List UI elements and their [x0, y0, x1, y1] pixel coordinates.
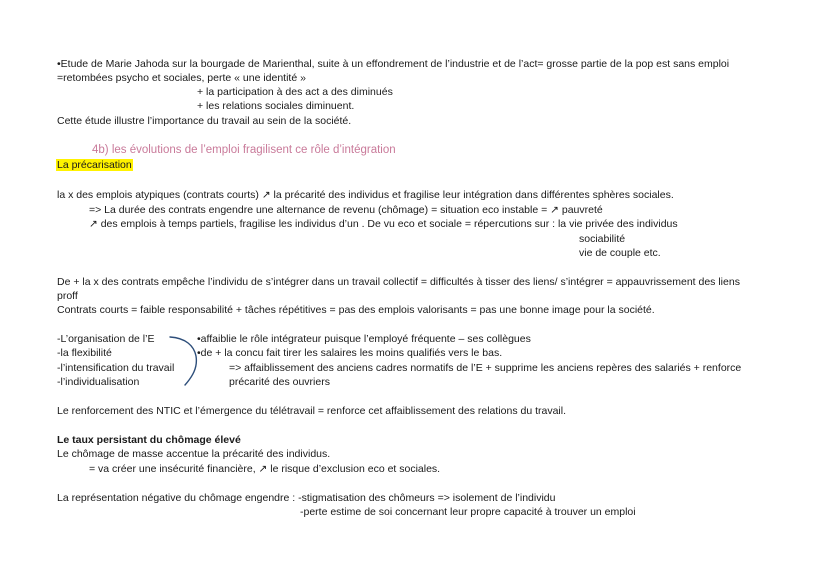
org-item-2: -la flexibilité — [57, 347, 112, 359]
chomage-line-1: Le chômage de masse accentue la précarité des individus. — [57, 448, 331, 460]
contrats-line-2: proff — [57, 290, 78, 302]
org-effect-1: •affaiblie le rôle intégrateur puisque l’employé fréquente – ses collègues — [197, 333, 531, 345]
jahoda-conclusion: Cette étude illustre l’importance du travail au sein de la société. — [57, 115, 352, 127]
precarite-line-5: vie de couple etc. — [579, 247, 661, 259]
ntic-line: Le renforcement des NTIC et l’émergence du télétravail = renforce cet affaiblissement des relations du travail. — [57, 405, 567, 417]
org-item-1: -L’organisation de l’E — [57, 333, 155, 345]
precarite-line-1: la x des emplois atypiques (contrats courts) ↗ la précarité des individus et fragilise leur intégration dans différentes sphères sociales. — [57, 189, 674, 201]
chomage-heading: Le taux persistant du chômage élevé — [57, 434, 241, 446]
jahoda-line-1: •Etude de Marie Jahoda sur la bourgade de Marienthal, suite à un effondrement de l’industrie et de l’act= grosse partie de la pop est sans emploi — [57, 58, 730, 70]
contrats-line-3: Contrats courts = faible responsabilité + tâches répétitives = pas des emplois valorisants = pas une bonne image pour la société. — [57, 304, 655, 316]
highlight-text: La précarisation — [57, 159, 132, 171]
org-effect-3: => affaiblissement des anciens cadres normatifs de l’E + supprime les anciens repères des salariés + renforce — [229, 362, 742, 374]
jahoda-line-4: + les relations sociales diminuent. — [197, 100, 355, 112]
precarite-line-2: => La durée des contrats engendre une alternance de revenu (chômage) = situation eco instable = ↗ pauvreté — [89, 204, 603, 216]
org-effect-2: •de + la concu fait tirer les salaires les moins qualifiés vers le bas. — [197, 347, 503, 359]
org-effect-4: précarité des ouvriers — [229, 376, 330, 388]
jahoda-line-2: =retombées psycho et sociales, perte « une identité » — [57, 72, 306, 84]
chomage-line-3: La représentation négative du chômage engendre : -stigmatisation des chômeurs => isolement de l’individu — [57, 492, 556, 504]
section-heading: 4b) les évolutions de l’emploi fragilisent ce rôle d’intégration — [92, 144, 396, 156]
chomage-line-4: -perte estime de soi concernant leur propre capacité à trouver un emploi — [300, 506, 636, 518]
contrats-line-1: De + la x des contrats empêche l’individu de s’intégrer dans un travail collectif = difficultés à tisser des liens/ s’intégrer = appauvrissement des liens — [57, 276, 740, 288]
chomage-line-2: = va créer une insécurité financière, ↗ le risque d’exclusion eco et sociales. — [89, 463, 441, 475]
org-item-4: -l’individualisation — [57, 376, 140, 388]
precarite-line-3: ↗ des emplois à temps partiels, fragilise les individus d’un . De vu eco et sociale = répercutions sur : la vie privée des individus — [89, 218, 678, 230]
jahoda-line-3: + la participation à des act a des diminués — [197, 86, 393, 98]
precarite-line-4: sociabilité — [579, 233, 626, 245]
org-item-3: -l’intensification du travail — [57, 362, 175, 374]
